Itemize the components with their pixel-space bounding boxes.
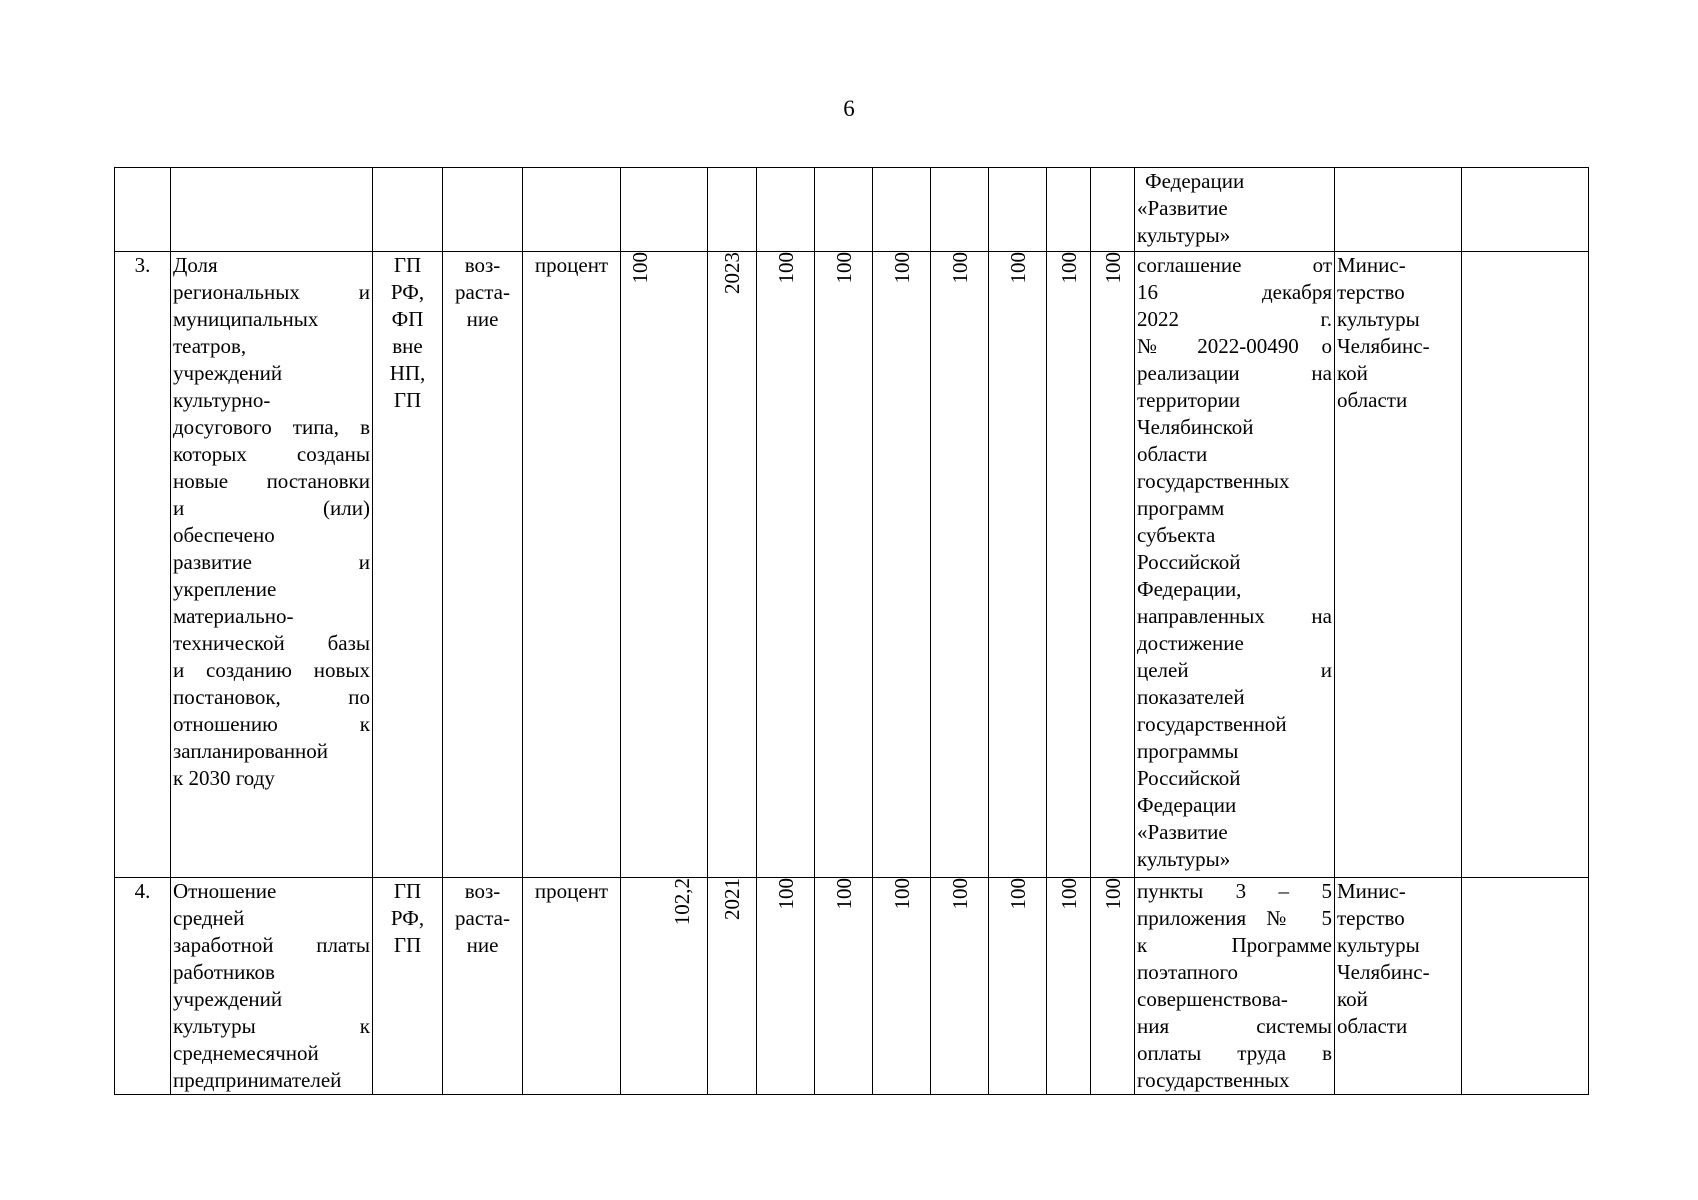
- cell-document: [1135, 168, 1335, 252]
- responsible-line: области: [1337, 1014, 1408, 1038]
- year-value: 100: [831, 878, 856, 910]
- cell-base-value: [621, 252, 708, 878]
- cell-level: [373, 168, 443, 252]
- name-line: досугового типа, в: [173, 415, 370, 439]
- cell-num: [115, 168, 171, 252]
- cell-base-value: [621, 168, 708, 252]
- name-line: запланированной: [173, 739, 329, 763]
- name-line: новые постановки: [173, 469, 370, 493]
- document-line: реализации на: [1137, 361, 1332, 385]
- name-line: развитие и: [173, 550, 370, 574]
- name-line: технической базы: [173, 631, 370, 655]
- year-value: 100: [831, 252, 856, 284]
- cell-year: [1047, 168, 1091, 252]
- level-line: НП,: [389, 361, 426, 385]
- responsible-line: кой: [1337, 987, 1368, 1011]
- page-number: 6: [843, 96, 855, 121]
- cell-trend: [443, 252, 523, 878]
- cell-base-year: [708, 252, 757, 878]
- cell-name: [171, 878, 373, 1095]
- cell-year: [873, 252, 931, 878]
- cell-responsible: [1335, 252, 1462, 878]
- document-line: достижение: [1137, 631, 1244, 655]
- base-value: 102,2: [670, 878, 694, 926]
- document-line: совершенствова-: [1137, 987, 1288, 1011]
- year-value: 100: [1100, 252, 1125, 284]
- cell-extra: [1462, 252, 1589, 878]
- document-line: территории: [1137, 388, 1241, 412]
- name-line: обеспечено: [173, 523, 275, 547]
- cell-year: [1047, 252, 1091, 878]
- name-line: Доля: [173, 253, 218, 277]
- cell-year: [757, 252, 815, 878]
- level-line: ГП: [393, 253, 422, 277]
- document-line: ния системы: [1137, 1014, 1332, 1038]
- cell-extra: [1462, 168, 1589, 252]
- name-line: и созданию новых: [173, 658, 370, 682]
- document-line: государственных: [1137, 469, 1290, 493]
- cell-num: [115, 878, 171, 1095]
- table-row-continuation: [115, 168, 1589, 252]
- cell-level: [373, 252, 443, 878]
- cell-unit: [523, 168, 621, 252]
- cell-responsible: [1335, 878, 1462, 1095]
- trend-line: ние: [466, 307, 499, 331]
- document-line: культуры»: [1137, 847, 1231, 871]
- trend-line: раста-: [455, 906, 510, 930]
- cell-base-year: [708, 168, 757, 252]
- level-line: ГП: [393, 388, 422, 412]
- cell-year: [1091, 252, 1135, 878]
- cell-unit: [523, 878, 621, 1095]
- cell-document: [1135, 252, 1335, 878]
- year-value: 100: [1100, 878, 1125, 910]
- document-line: Федерации,: [1137, 577, 1242, 601]
- document-line: к Программе: [1137, 933, 1332, 957]
- document-line: программ: [1137, 496, 1225, 520]
- name-line: учреждений: [173, 987, 283, 1011]
- cell-year: [873, 878, 931, 1095]
- trend-line: воз-: [464, 879, 501, 903]
- name-line: работников: [173, 960, 275, 984]
- base-year: 2023: [720, 252, 744, 294]
- unit-text: процент: [534, 253, 609, 277]
- cell-document: [1135, 878, 1335, 1095]
- name-line: заработной платы: [173, 933, 370, 957]
- unit-text: процент: [534, 879, 609, 903]
- responsible-line: терство: [1337, 906, 1405, 930]
- name-line: укрепление: [173, 577, 277, 601]
- name-line: культурно-: [173, 388, 271, 412]
- document-line: культуры»: [1137, 223, 1231, 247]
- cell-responsible: [1335, 168, 1462, 252]
- name-line: муниципальных: [173, 307, 319, 331]
- document-line: «Развитие: [1137, 196, 1228, 220]
- year-value: 100: [889, 252, 914, 284]
- year-value: 100: [773, 252, 798, 284]
- cell-year: [873, 168, 931, 252]
- cell-unit: [523, 252, 621, 878]
- cell-year: [931, 878, 989, 1095]
- document-line: пункты 3 – 5: [1137, 879, 1332, 903]
- cell-year: [1091, 168, 1135, 252]
- cell-base-value: [621, 878, 708, 1095]
- name-line: региональных и: [173, 280, 370, 304]
- cell-year: [989, 168, 1047, 252]
- name-line: Отношение: [173, 879, 277, 903]
- document-line: Челябинской: [1137, 415, 1254, 439]
- name-line: которых созданы: [173, 442, 370, 466]
- cell-name: [171, 168, 373, 252]
- document-line: программы: [1137, 739, 1239, 763]
- responsible-line: области: [1337, 388, 1408, 412]
- level-line: ГП: [393, 879, 422, 903]
- name-line: театров,: [173, 334, 247, 358]
- cell-level: [373, 878, 443, 1095]
- trend-line: воз-: [464, 253, 501, 277]
- name-line: и (или): [173, 496, 370, 520]
- cell-year: [757, 878, 815, 1095]
- cell-year: [815, 878, 873, 1095]
- responsible-line: культуры: [1337, 933, 1420, 957]
- document-line: целей и: [1137, 658, 1332, 682]
- name-line: культуры к: [173, 1014, 370, 1038]
- document-line: субъекта: [1137, 523, 1216, 547]
- responsible-line: терство: [1337, 280, 1405, 304]
- name-line: предпринимателей: [173, 1068, 342, 1092]
- document-text: [1137, 168, 1332, 195]
- level-line: вне: [392, 334, 423, 358]
- level-line: ГП: [393, 933, 422, 957]
- row-number: 4.: [134, 879, 151, 903]
- cell-year: [931, 168, 989, 252]
- name-line: к 2030 году: [173, 766, 275, 790]
- document-line: оплаты труда в: [1137, 1041, 1332, 1065]
- responsible-line: Челябинс-: [1337, 960, 1430, 984]
- name-line: учреждений: [173, 361, 283, 385]
- year-value: 100: [773, 878, 798, 910]
- cell-year: [931, 252, 989, 878]
- indicators-table: [114, 167, 1589, 1095]
- document-line: 2022 г.: [1137, 307, 1332, 331]
- table-row-3: [115, 252, 1589, 878]
- cell-year: [815, 252, 873, 878]
- name-line: постановок, по: [173, 685, 370, 709]
- year-value: 100: [947, 878, 972, 910]
- cell-year: [1047, 878, 1091, 1095]
- responsible-line: Минис-: [1337, 253, 1406, 277]
- year-value: 100: [1005, 878, 1030, 910]
- name-line: среднемесячной: [173, 1041, 319, 1065]
- responsible-line: Челябинс-: [1337, 334, 1430, 358]
- cell-base-year: [708, 878, 757, 1095]
- cell-year: [757, 168, 815, 252]
- name-line: средней: [173, 906, 245, 930]
- cell-year: [989, 878, 1047, 1095]
- cell-year: [1091, 878, 1135, 1095]
- cell-year: [989, 252, 1047, 878]
- responsible-line: кой: [1337, 361, 1368, 385]
- document-line: Российской: [1137, 766, 1241, 790]
- document-line: области: [1137, 442, 1208, 466]
- cell-trend: [443, 878, 523, 1095]
- document-line: Федерации: [1137, 793, 1237, 817]
- base-value: 100: [628, 252, 652, 284]
- level-line: РФ,: [390, 280, 425, 304]
- year-value: 100: [1056, 878, 1081, 910]
- document-line: 16 декабря: [1137, 280, 1332, 304]
- base-year: 2021: [720, 878, 744, 920]
- year-value: 100: [947, 252, 972, 284]
- responsible-line: Минис-: [1337, 879, 1406, 903]
- document-line: № 2022-00490 о: [1137, 334, 1332, 358]
- table-row-4: [115, 878, 1589, 1095]
- cell-year: [815, 168, 873, 252]
- document-line: «Развитие: [1137, 820, 1228, 844]
- document-line: поэтапного: [1137, 960, 1239, 984]
- cell-extra: [1462, 878, 1589, 1095]
- cell-name: [171, 252, 373, 878]
- document-line: приложения № 5: [1137, 906, 1332, 930]
- responsible-line: культуры: [1337, 307, 1420, 331]
- document-line: показателей: [1137, 685, 1245, 709]
- document-line: государственных: [1137, 1068, 1290, 1092]
- cell-num: [115, 252, 171, 878]
- document-line: соглашение от: [1137, 253, 1332, 277]
- cell-trend: [443, 168, 523, 252]
- document-line: направленных на: [1137, 604, 1332, 628]
- trend-line: ние: [466, 933, 499, 957]
- name-line: материально-: [173, 604, 294, 628]
- level-line: ФП: [391, 307, 424, 331]
- name-line: отношению к: [173, 712, 370, 736]
- document-line: Федерации: [1145, 169, 1245, 193]
- year-value: 100: [1056, 252, 1081, 284]
- year-value: 100: [1005, 252, 1030, 284]
- row-number: 3.: [134, 253, 151, 277]
- document-line: Российской: [1137, 550, 1241, 574]
- trend-line: раста-: [455, 280, 510, 304]
- year-value: 100: [889, 878, 914, 910]
- level-line: РФ,: [390, 906, 425, 930]
- document-line: государственной: [1137, 712, 1287, 736]
